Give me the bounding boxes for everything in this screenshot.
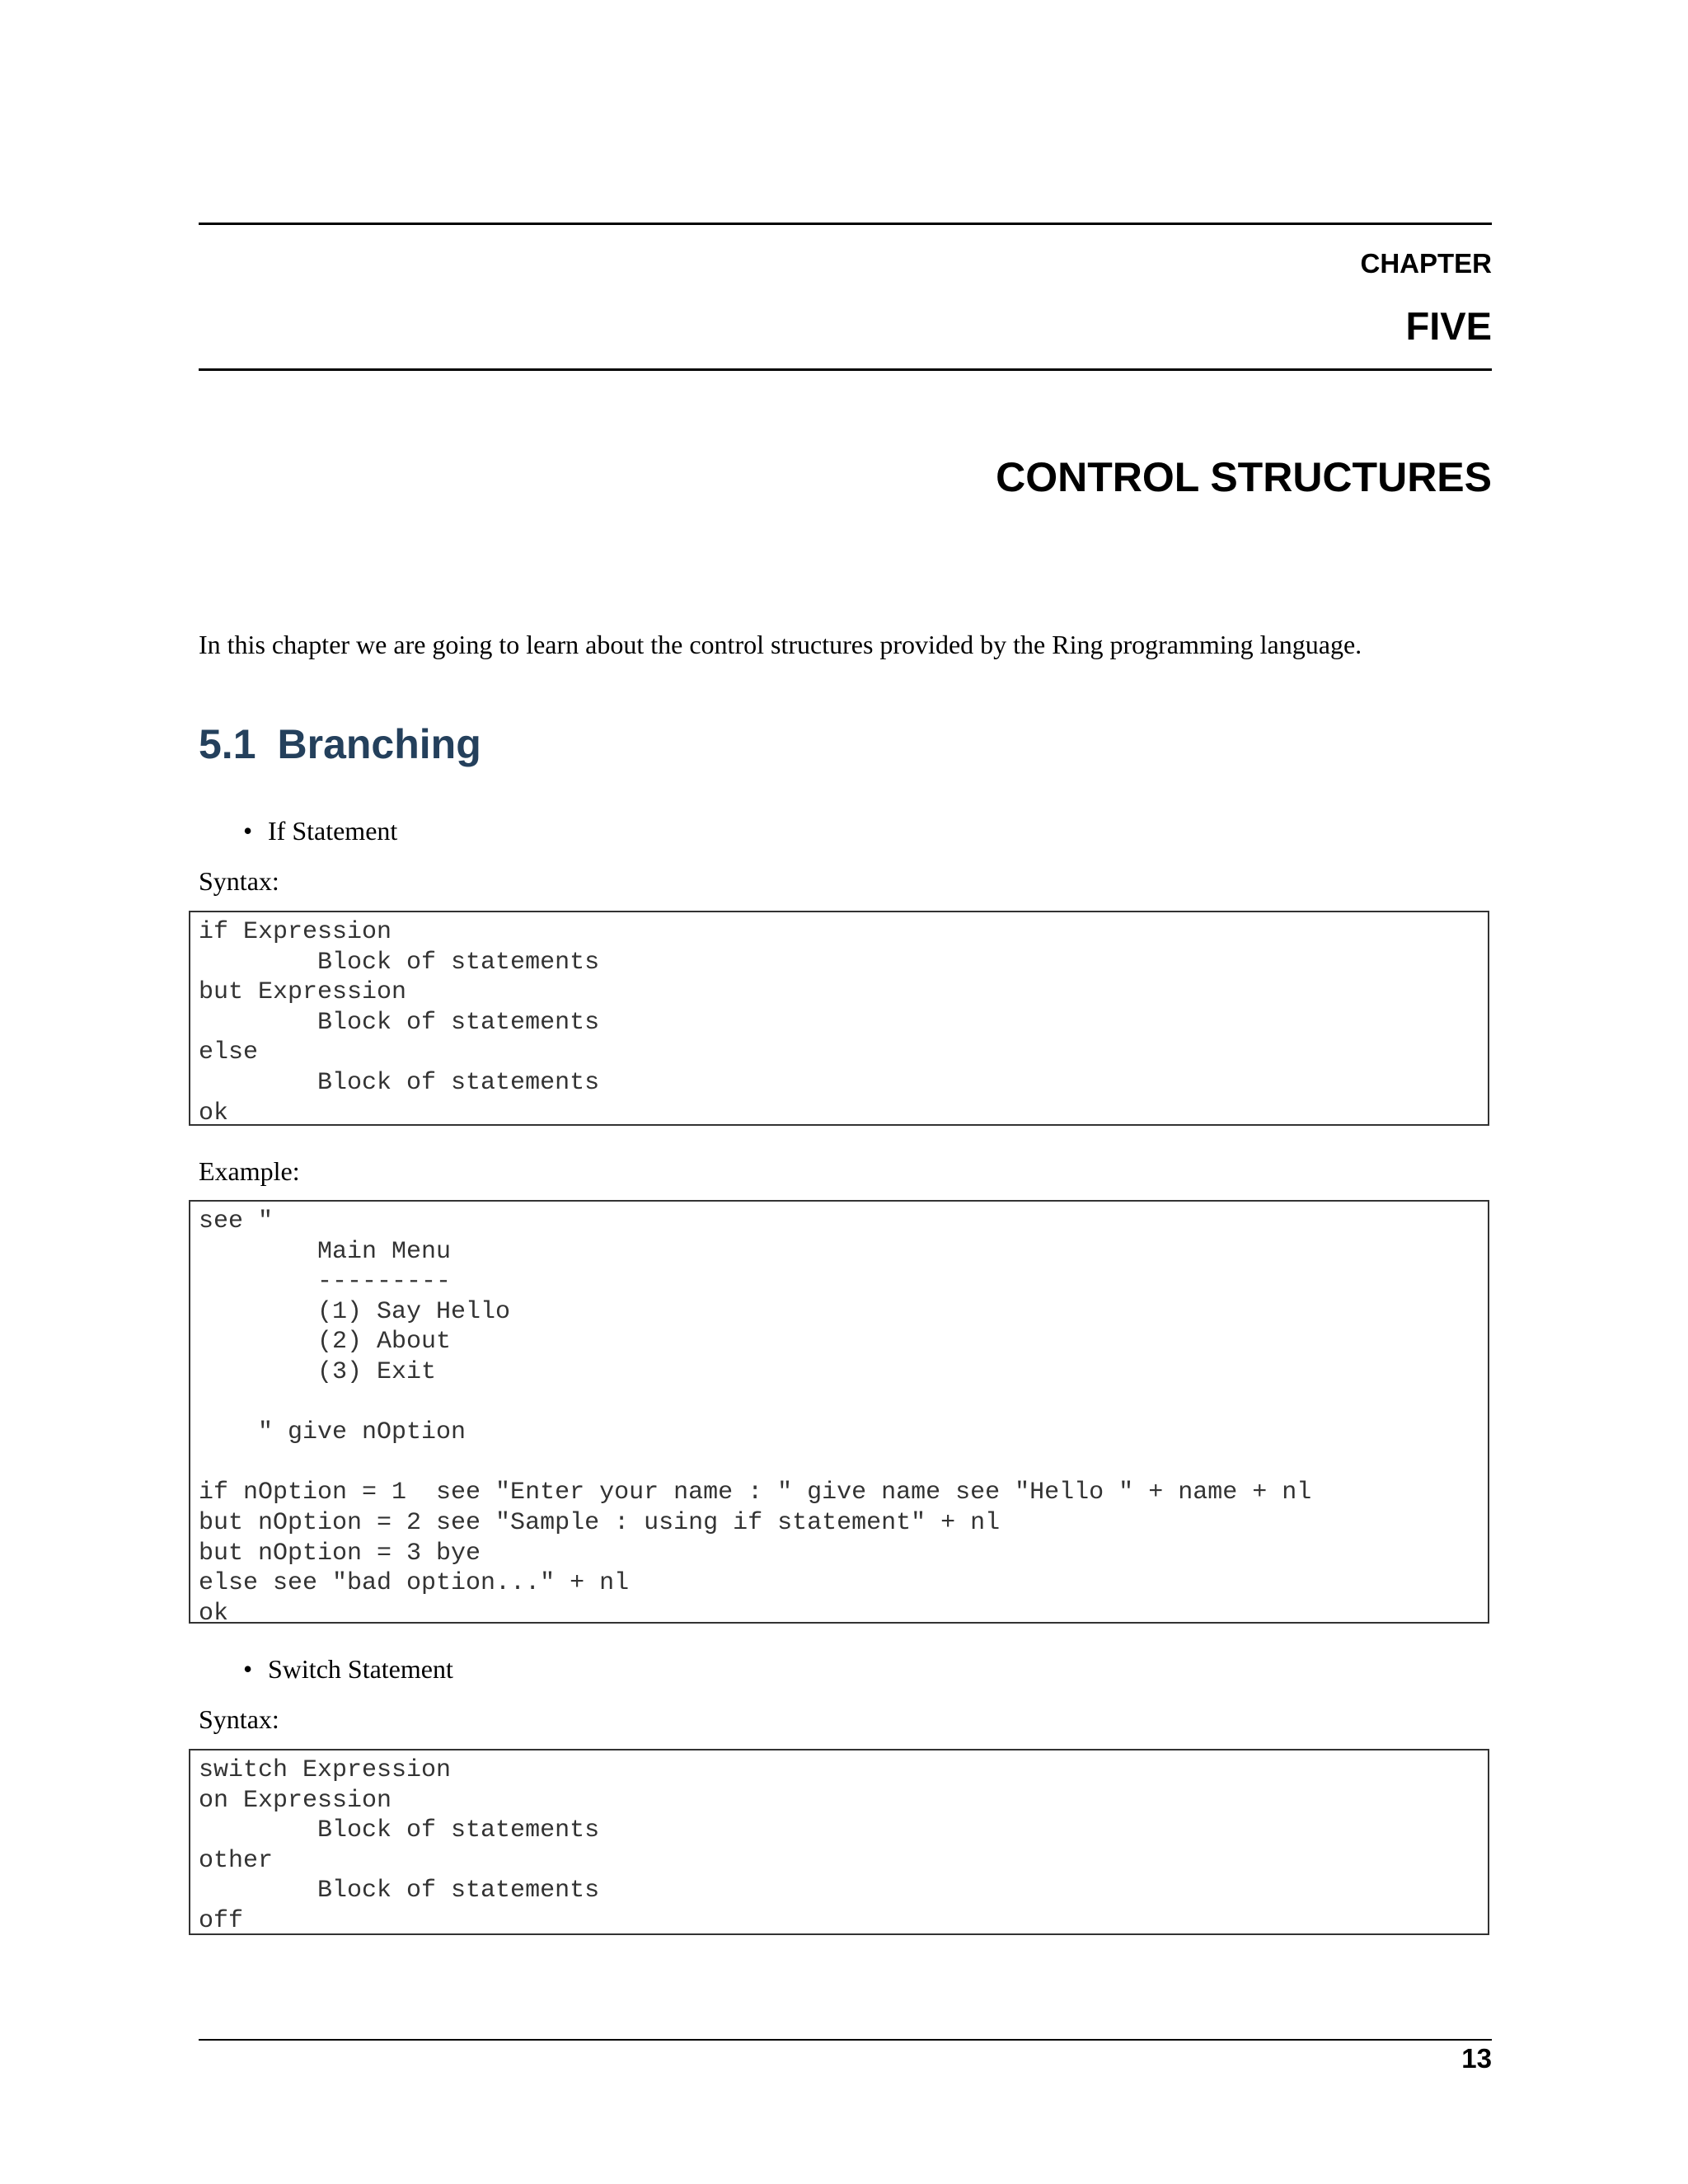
page-number: 13 <box>1461 2043 1492 2074</box>
code-text: switch Expression on Expression Block of statements other Block of statements off <box>199 1756 600 1935</box>
code-text: see " Main Menu --------- (1) Say Hello (2) About (3) Exit " give nOption if nOption = 1 see "Enter your name : " give name see "Hello " + name + nl but nOption = 2 see "Sample : using if statement" + nl but nOption = 3 bye else see "bad option..." + nl ok <box>199 1207 1312 1628</box>
chapter-number: FIVE <box>1405 304 1492 348</box>
bullet-switch-statement <box>243 1652 453 1685</box>
chapter-bottom-rule <box>199 368 1492 371</box>
bullet-dot: • <box>243 1654 253 1684</box>
bullet-dot: • <box>243 816 253 846</box>
bullet-if-statement <box>243 814 397 847</box>
code-text: if Expression Block of statements but Expression Block of statements else Block of statements ok <box>199 918 600 1127</box>
syntax-label: Syntax: <box>199 1704 279 1734</box>
section-title: Branching <box>277 721 481 767</box>
chapter-title: CONTROL STRUCTURES <box>996 454 1492 500</box>
code-block-if-example <box>189 1200 1489 1628</box>
bullet-label: If Statement <box>268 816 398 846</box>
bullet-label: Switch Statement <box>268 1654 453 1684</box>
code-block-if-syntax <box>189 911 1489 1126</box>
chapter-label: CHAPTER <box>1360 248 1492 279</box>
code-block-switch-syntax <box>189 1749 1489 1935</box>
intro-paragraph: In this chapter we are going to learn about the control structures provided by the Ring programming language. <box>199 630 1362 659</box>
chapter-top-rule <box>199 223 1492 225</box>
section-heading <box>199 719 481 769</box>
section-number: 5.1 <box>199 721 256 767</box>
syntax-label: Syntax: <box>199 866 279 896</box>
footer-rule <box>199 2039 1492 2041</box>
example-label: Example: <box>199 1156 300 1186</box>
